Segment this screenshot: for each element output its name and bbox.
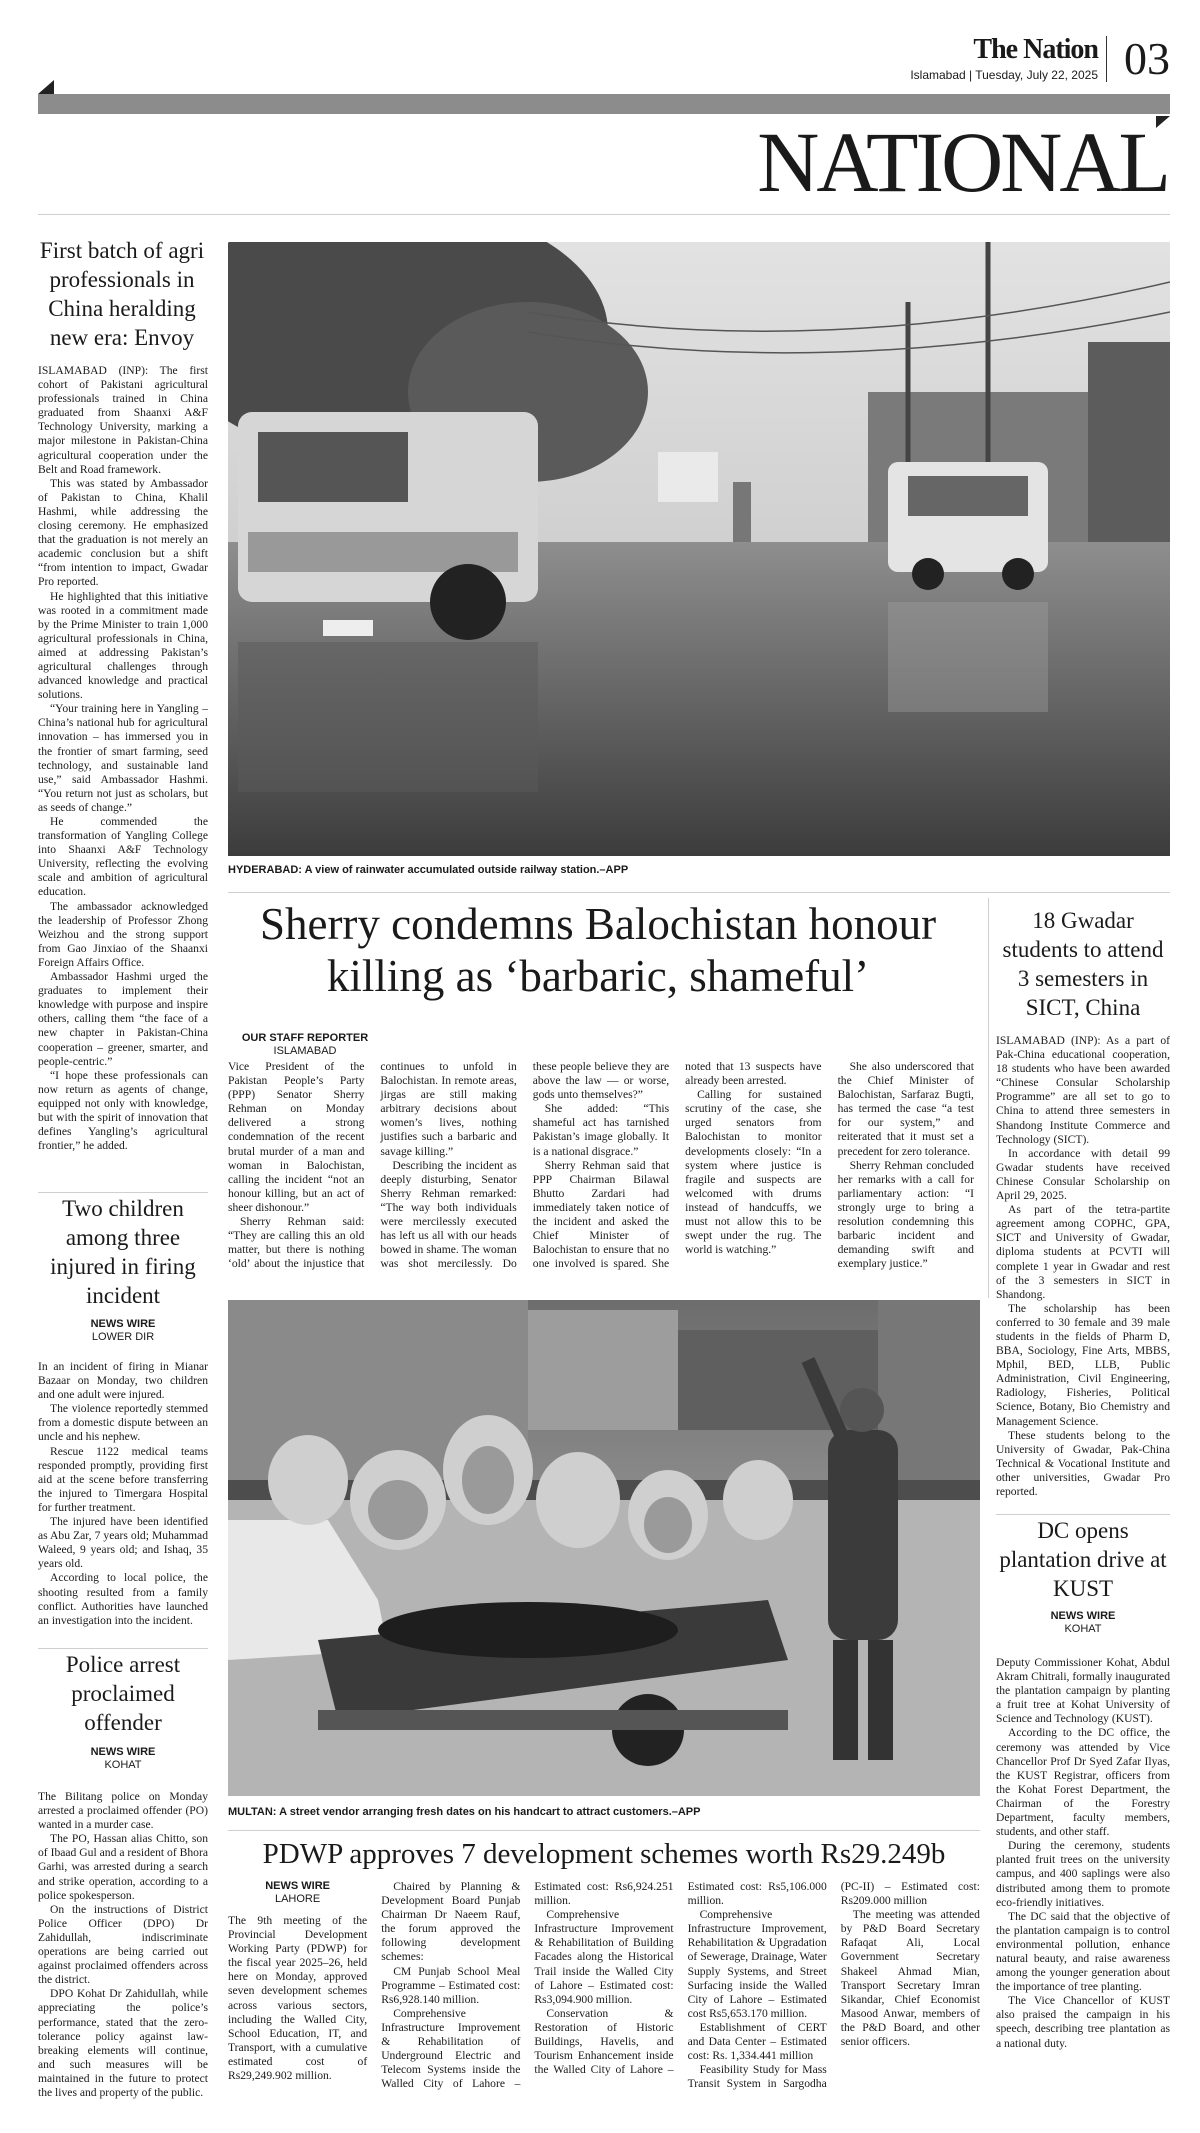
police-byline-place: KOHAT xyxy=(104,1759,142,1771)
kust-headline: DC opens plantation drive at KUST xyxy=(999,1518,1167,1601)
gwadar-paragraph: ISLAMABAD (INP): As a part of Pak-China educational cooperation, 18 students who have been awarded “Chinese Consular Scholarship Programme” are all set to go to China to attend three semesters in Shandong Institute Commerce and Technology (SICT). xyxy=(996,1034,1170,1146)
masthead xyxy=(870,34,1170,84)
right-column-divider xyxy=(988,898,989,1298)
pdwp-byline xyxy=(228,1880,367,1906)
police-byline xyxy=(38,1746,208,1772)
kust-byline-place: KOHAT xyxy=(1064,1623,1102,1635)
agri-paragraph: “Your training here in Yangling – China’s national hub for agricultural innovation – has immersed you in the frontier of smart farming, seed technology, and sustainable land use,” said Ambassador Hashmi. “You return not just as scholars, but as seeds of change.” xyxy=(38,702,208,814)
police-byline-agency: NEWS WIRE xyxy=(90,1746,156,1758)
firing-byline-place: LOWER DIR xyxy=(91,1331,155,1343)
photo-multan-caption: MULTAN: A street vendor arranging fresh dates on his handcart to attract customers.–APP xyxy=(228,1806,701,1818)
firing-paragraph: The violence reportedly stemmed from a domestic dispute between an uncle and his nephew. xyxy=(38,1402,208,1444)
photo-hyderabad xyxy=(228,242,1170,856)
pdwp-paragraph: Chaired by Planning & Development Board Punjab Chairman Dr Naeem Rauf, the forum approved the following development schemes: xyxy=(381,1880,521,1964)
police-body xyxy=(38,1790,208,2100)
page-number: 03 xyxy=(1124,33,1170,84)
pdwp-paragraph: Comprehensive Infrastructure Improvement, Rehabilitation & Upgradation of Sewerage, Drainage, Water Supply Systems, and Street Surfacing inside the Walled City of Lahore – Estimated cost Rs5,653.170 million. xyxy=(687,1908,827,2020)
agri-headline: First batch of agri professionals in China heralding new era: Envoy xyxy=(39,238,205,350)
agri-paragraph: He commended the transformation of Yangling College into Shaanxi A&F Technology University, reflecting the evolving scale and ambition of agricultural education. xyxy=(38,815,208,899)
agri-rule xyxy=(38,1192,208,1193)
agri-paragraph: He highlighted that this initiative was rooted in a commitment made by the Prime Minister to train 1,000 agricultural professionals in China, aimed at addressing Pakistan’s agricultural challenges through advanced knowledge and practical solutions. xyxy=(38,589,208,702)
sherry-body xyxy=(228,1060,974,1274)
gwadar-paragraph: These students belong to the University of Gwadar, Pak-China Technical & Vocational Institute and other universities, Gwadar Pro reported. xyxy=(996,1428,1170,1498)
gwadar-paragraph: As part of the tetra-partite agreement among COPHC, GPA, SICT and University of Gwadar, diploma students at PCVTI will complete 1 year in Gwadar and rest of the 3 semesters in SICT in Shandong. xyxy=(996,1203,1170,1301)
sherry-headline: Sherry condemns Balochistan honour killing as ‘barbaric, shameful’ xyxy=(259,899,937,1001)
pdwp-paragraph: The meeting was attended by P&D Board Secretary Rafaqat Ali, Local Government Secretary Shakeel Ahmad Mian, Transport Secretary Imran Sikandar, Chief Economist Masood Anwar, members of the P&D Board, and other senior officers. xyxy=(840,1908,980,2049)
section-title: NATIONAL xyxy=(757,114,1168,210)
firing-paragraph: Rescue 1122 medical teams responded promptly, providing first aid at the scene before transferring the injured to Timergara Hospital for further treatment. xyxy=(38,1444,208,1514)
header-band-notch-left xyxy=(38,80,54,94)
firing-headline: Two children among three injured in firing incident xyxy=(50,1196,196,1308)
agri-paragraph: Ambassador Hashmi urged the graduates to implement their knowledge with purpose and inspire others, calling them “the face of a new chapter in Pakistan-China cooperation – greener, smarter, and people-centric.” xyxy=(38,970,208,1068)
agri-paragraph: ISLAMABAD (INP): The first cohort of Pakistani agricultural professionals trained in China graduated from Shaanxi A&F Technology University, marking a major milestone in Pakistan-China agricultural cooperation under the Belt and Road framework. xyxy=(38,364,208,476)
sherry-paragraph: Vice President of the Pakistan People’s Party (PPP) Senator Sherry Rehman on Monday delivered a strong condemnation of the recent brutal murder of a man and woman in Balochistan, calling the incident “not an honour killing, but an act of sheer dishonour.” xyxy=(228,1060,365,1214)
agri-paragraph: This was stated by Ambassador of Pakistan to China, Khalil Hashmi, while addressing the closing ceremony. He emphasized that the graduation is not merely an academic conclusion but a shift “from intention to impact, Gwadar Pro reported. xyxy=(38,476,208,589)
masthead-divider xyxy=(1106,36,1107,82)
section-title-notch xyxy=(1156,116,1170,128)
police-paragraph: DPO Kohat Dr Zahidullah, while appreciating the police’s performance, stated that the zero-tolerance policy against law-breaking elements will continue, and such measures will be maintained in the future to protect the lives and property of the public. xyxy=(38,1987,208,2099)
firing-byline-agency: NEWS WIRE xyxy=(90,1318,156,1330)
gwadar-body xyxy=(996,1034,1170,1510)
kust-paragraph: The DC said that the objective of the plantation campaign is to control environmental pollution, enhance natural beauty, and raise awareness among the younger generation about the importance of tree planting. xyxy=(996,1909,1170,1994)
sherry-paragraph: Sherry Rehman concluded her remarks with a call for parliamentary action: “I strongly urge to bring a resolution condemning this barbaric incident and demanding swift and exemplary justice.” xyxy=(837,1158,974,1271)
kust-paragraph: Deputy Commissioner Kohat, Abdul Akram Chitrali, formally inaugurated the plantation campaign by planting a fruit tree at Kohat University of Science and Technology (KUST). xyxy=(996,1656,1170,1726)
sherry-byline-place: ISLAMABAD xyxy=(273,1045,337,1057)
firing-paragraph: The injured have been identified as Abu Zar, 7 years old; Muhammad Waleed, 9 years old; and Ishaq, 35 years old. xyxy=(38,1515,208,1571)
gwadar-rule xyxy=(996,1514,1170,1515)
firing-body xyxy=(38,1360,208,1644)
gwadar-paragraph: In accordance with detail 99 Gwadar students have received Chinese Consular Scholarship on April 29, 2025. xyxy=(996,1146,1170,1203)
pdwp-paragraph: Feasibility Study for Mass Transit System in Sargodha (PC-II) – Estimated cost: Rs209.000 million xyxy=(687,1880,980,2091)
agri-paragraph: “I hope these professionals can now return as agents of change, equipped not only with knowledge, but with the spirit of innovation that defines Yangling’s agricultural frontier,” he added. xyxy=(38,1068,208,1153)
photo-multan-image xyxy=(228,1300,980,1796)
gwadar-paragraph: The scholarship has been conferred to 30 female and 39 male students in the fields of Pharm D, BBA, Sociology, Fine Arts, MBBS, Mphil, BED, LLB, Public Administration, Civil Engineering, Radiology, Fisheries, Political Science, Botany, Bio Chemistry and Management Science. xyxy=(996,1301,1170,1428)
pdwp-byline-place: LAHORE xyxy=(274,1893,321,1905)
sherry-paragraph: Sherry Rehman said: “They are calling this an old matter, but there is nothing ‘old’ about the injustice that continues to unfold in Balochistan. In remote areas, jirgas are still making arbitrary decisions about women’s lives, nothing justifies such a barbaric and savage killing.” xyxy=(228,1060,517,1271)
firing-paragraph: In an incident of firing in Mianar Bazaar on Monday, two children and one adult were injured. xyxy=(38,1360,208,1402)
photo-multan xyxy=(228,1300,980,1796)
photo-hyderabad-caption: HYDERABAD: A view of rainwater accumulated outside railway station.–APP xyxy=(228,864,629,876)
kust-paragraph: During the ceremony, students planted fruit trees on the university campus, and 400 saplings were also distributed among them to promote eco-friendly initiatives. xyxy=(996,1839,1170,1909)
photo-multan-rule xyxy=(228,1830,980,1831)
photo-hyderabad-rule xyxy=(228,892,1170,893)
paper-name: The Nation xyxy=(973,34,1098,65)
sherry-byline-agency: OUR STAFF REPORTER xyxy=(241,1032,369,1044)
pdwp-paragraph: Conservation & Restoration of Historic Buildings, Havelis, and Tourism Enhancement inside the Walled City of Lahore – Estimated cost: Rs5,106.000 million. xyxy=(534,1880,827,2077)
sherry-paragraph: Describing the incident as deeply disturbing, Senator Sherry Rehman remarked: “The way both individuals were mercilessly executed has left us all with our heads bowed in shame. The woman was shot mercilessly. Do these people believe they are above the law — or worse, gods unto themselves?” xyxy=(380,1060,670,1271)
sherry-paragraph: Calling for sustained scrutiny of the case, she urged senators from Balochistan to monitor developments closely: “In a system where justice is fragile and suspects are welcomed with drums instead of handcuffs, we must not allow this to be swept under the rug. The world is watching.” xyxy=(685,1088,822,1257)
police-paragraph: The PO, Hassan alias Chitto, son of Ibaad Gul and a resident of Bhora Garhi, was arrested during a search and strike operation, according to a police spokesperson. xyxy=(38,1832,208,1902)
gwadar-headline: 18 Gwadar students to attend 3 semesters in SICT, China xyxy=(1002,908,1164,1020)
pdwp-paragraph: Establishment of CERT and Data Center – Estimated cost: Rs. 1,334.441 million xyxy=(687,2020,827,2063)
firing-paragraph: According to local police, the shooting resulted from a family conflict. Authorities have launched an investigation into the incident. xyxy=(38,1571,208,1627)
police-headline: Police arrest proclaimed offender xyxy=(65,1652,181,1735)
section-rule xyxy=(38,214,1170,215)
kust-byline-agency: NEWS WIRE xyxy=(1050,1610,1116,1622)
police-paragraph: The Bilitang police on Monday arrested a proclaimed offender (PO) wanted in a murder case. xyxy=(38,1790,208,1832)
pdwp-headline: PDWP approves 7 development schemes worth Rs29.249b xyxy=(262,1838,946,1870)
firing-rule xyxy=(38,1648,208,1649)
sherry-byline xyxy=(240,1032,370,1058)
kust-body xyxy=(996,1656,1170,2102)
photo-hyderabad-image xyxy=(228,242,1170,856)
sherry-paragraph: She also underscored that the Chief Minister of Balochistan, Sarfaraz Bugti, has termed the case “a test for our system,” and reiterated that it must set a precedent for zero tolerance. xyxy=(837,1060,974,1158)
pdwp-paragraph: Comprehensive Infrastructure Improvement & Rehabilitation of Building Facades along the Historical Trail inside the Walled City of Lahore – Estimated cost: Rs3,094.900 million. xyxy=(534,1908,674,2006)
pdwp-byline-agency: NEWS WIRE xyxy=(265,1880,330,1892)
police-paragraph: On the instructions of District Police Officer (DPO) Dr Zahidullah, indiscriminate operations are being carried out against proclaimed offenders across the district. xyxy=(38,1902,208,1987)
date-line: Islamabad | Tuesday, July 22, 2025 xyxy=(910,68,1098,82)
agri-paragraph: The ambassador acknowledged the leadership of Professor Zhong Weizhou and the strong support from Gao Jinxiao of the Shaanxi Foreign Affairs Office. xyxy=(38,899,208,969)
agri-body xyxy=(38,364,208,1188)
sherry-paragraph: Sherry Rehman said that PPP Chairman Bilawal Bhutto Zardari had immediately taken notice of the incident and asked the Chief Minister of Balochistan to ensure that no one involved is spared. She noted that 13 suspects have already been arrested. xyxy=(532,1060,822,1271)
kust-paragraph: According to the DC office, the ceremony was attended by Vice Chancellor Prof Dr Syed Zafar Ilyas, the KUST Registrar, officers from the Kohat Forest Department, the Chairman of the Forestry Department, faculty members, students, and other staff. xyxy=(996,1726,1170,1839)
pdwp-paragraph: CM Punjab School Meal Programme – Estimated cost: Rs6,928.140 million. xyxy=(381,1964,521,2006)
pdwp-paragraph: Comprehensive Infrastructure Improvement & Rehabilitation of Underground Electric and Telecom Systems inside the Walled City of Lahore – Estimated cost: Rs6,924.251 million. xyxy=(381,1880,674,2091)
pdwp-paragraph: The 9th meeting of the Provincial Development Working Party (PDWP) for the fiscal year 2025–26, held here on Monday, approved seven development schemes across various sectors, including the Walled City, School Education, IT, and Transport, with a cumulative estimated cost of Rs29,249.902 million. xyxy=(228,1914,368,2083)
sherry-paragraph: She added: “This shameful act has tarnished Pakistan’s image globally. It is a national disgrace.” xyxy=(532,1102,670,1158)
pdwp-body xyxy=(228,1880,980,2102)
kust-paragraph: The Vice Chancellor of KUST also praised the campaign in his speech, describing tree plantation as a national duty. xyxy=(996,1994,1170,2050)
kust-byline xyxy=(996,1610,1170,1636)
header-band xyxy=(38,94,1170,114)
firing-byline xyxy=(38,1318,208,1344)
